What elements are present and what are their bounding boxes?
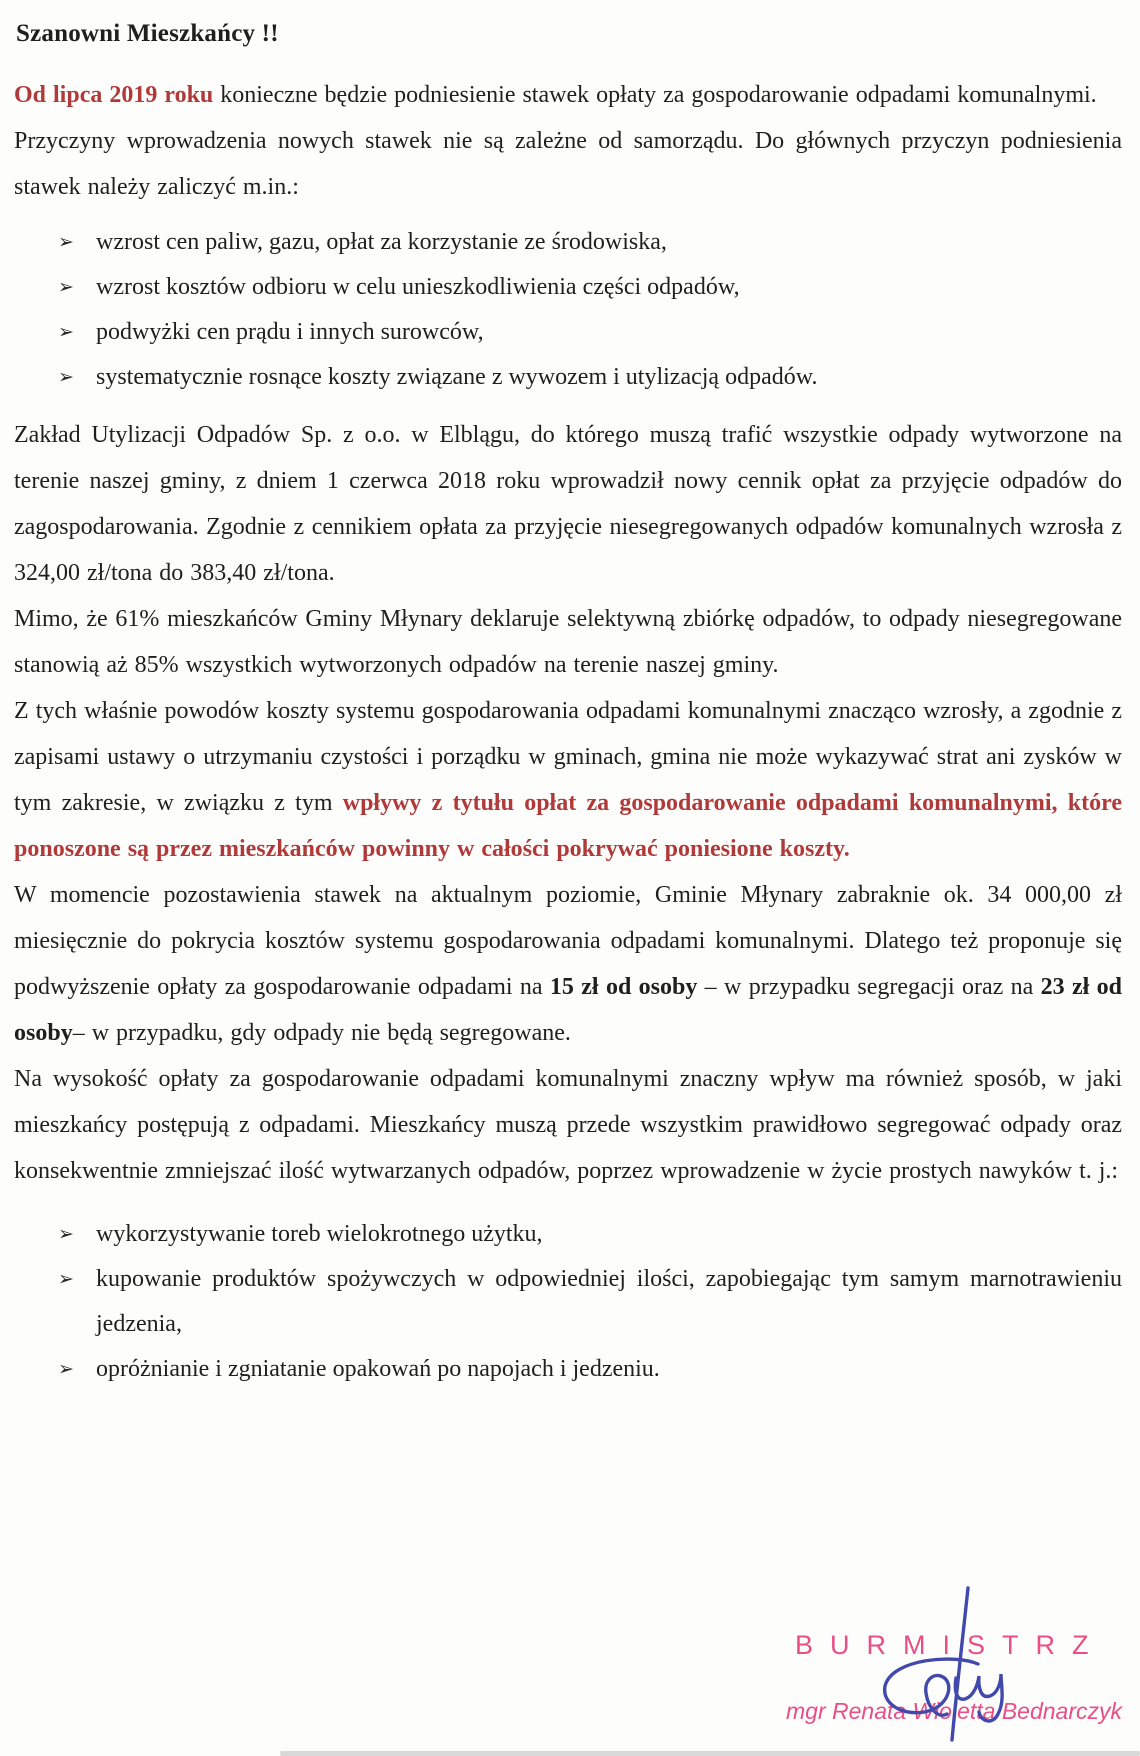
rate-segregated-bold-text: 15 zł od osoby	[549, 974, 698, 1000]
list-item	[58, 265, 1122, 310]
proposal-post-text: – w przypadku, gdy odpady nie będą segregowane.	[72, 1020, 571, 1046]
list-item-text: opróżnianie i zgniatanie opakowań po napojach i jedzeniu.	[96, 1356, 660, 1382]
list-item-text: kupowanie produktów spożywczych w odpowiedniej ilości, zapobiegając tym samym marnotrawieniu jedzenia,	[96, 1266, 1122, 1337]
paragraph-reasons-intro: Przyczyny wprowadzenia nowych stawek nie są zależne od samorządu. Do głównych przyczyn podniesienia stawek należy zaliczyć m.in.:	[14, 128, 1122, 200]
intro-rest-text: konieczne będzie podniesienie stawek opłaty za gospodarowanie odpadami komunalnymi.	[213, 82, 1097, 108]
scan-artifact-line	[280, 1751, 1140, 1756]
list-item	[58, 310, 1122, 355]
paragraph-proposal	[14, 872, 1122, 1056]
paragraph-costs	[14, 688, 1122, 872]
signature-name: mgr Renata Wioletta Bednarczyk	[786, 1698, 1122, 1724]
list-item	[58, 220, 1122, 265]
page-title: Szanowni Mieszkańcy !!	[16, 20, 279, 47]
signature-role: BURMISTRZ	[795, 1630, 1106, 1660]
handwritten-signature-icon	[860, 1578, 1030, 1753]
reasons-list	[14, 220, 1122, 400]
arrow-bullet-icon: ➢	[58, 366, 74, 388]
list-item-text: wzrost kosztów odbioru w celu unieszkodliwienia części odpadów,	[96, 274, 740, 300]
list-item	[58, 1347, 1122, 1392]
list-item	[58, 1212, 1122, 1257]
proposal-mid-text: – w przypadku segregacji oraz na	[697, 974, 1041, 1000]
list-item	[58, 355, 1122, 400]
paragraph-habits-intro: Na wysokość opłaty za gospodarowanie odpadami komunalnymi znaczny wpływ ma również sposób, w jaki mieszkańcy postępują z odpadami. Mieszkańcy muszą przede wszystkim prawidłowo segregować odpady oraz konsekwentnie zmniejszać ilość wytwarzanych odpadów, poprzez wprowadzenie w życie prostych nawyków t. j.:	[14, 1066, 1122, 1184]
intro-lead-red-text: Od lipca 2019 roku	[14, 82, 214, 108]
paragraph-stats: Mimo, że 61% mieszkańców Gminy Młynary deklaruje selektywną zbiórkę odpadów, to odpady niesegregowane stanowią aż 85% wszystkich wytworzonych odpadów na terenie naszej gminy.	[14, 606, 1122, 678]
arrow-bullet-icon: ➢	[58, 1268, 74, 1290]
rate-unsegregated-bold-text: 23 zł od osoby	[14, 974, 1123, 1046]
habits-list	[14, 1212, 1122, 1392]
list-item-text: wzrost cen paliw, gazu, opłat za korzystanie ze środowiska,	[96, 229, 667, 255]
list-item-text: systematycznie rosnące koszty związane z wywozem i utylizacją odpadów.	[96, 364, 818, 390]
paragraph-intro	[14, 72, 1122, 118]
arrow-bullet-icon: ➢	[58, 1223, 74, 1245]
arrow-bullet-icon: ➢	[58, 231, 74, 253]
costs-pre-text: Z tych właśnie powodów koszty systemu gospodarowania odpadami komunalnymi znacząco wzrosły, a zgodnie z zapisami ustawy o utrzymaniu czystości i porządku w gminach, gmina nie może wykazywać strat ani zysków w tym zakresie, w związku z tym	[14, 698, 1122, 816]
arrow-bullet-icon: ➢	[58, 276, 74, 298]
paragraph-zuo: Zakład Utylizacji Odpadów Sp. z o.o. w Elblągu, do którego muszą trafić wszystkie odpady wytworzone na terenie naszej gminy, z dniem 1 czerwca 2018 roku wprowadził nowy cennik opłat za przyjęcie odpadów do zagospodarowania. Zgodnie z cennikiem opłata za przyjęcie niesegregowanych odpadów komunalnych wzrosła z 324,00 zł/tona do 383,40 zł/tona.	[14, 422, 1122, 586]
list-item-text: wykorzystywanie toreb wielokrotnego użytku,	[96, 1221, 543, 1247]
arrow-bullet-icon: ➢	[58, 1358, 74, 1380]
proposal-pre-text: W momencie pozostawienia stawek na aktualnym poziomie, Gminie Młynary zabraknie ok. 34 000,00 zł miesięcznie do pokrycia kosztów systemu gospodarowania odpadami komunalnymi. Dlatego też proponuje się podwyższenie opłaty za gospodarowanie odpadami na	[14, 882, 1122, 1000]
list-item-text: podwyżki cen prądu i innych surowców,	[96, 319, 484, 345]
list-item	[58, 1257, 1122, 1347]
arrow-bullet-icon: ➢	[58, 321, 74, 343]
costs-red-text: wpływy z tytułu opłat za gospodarowanie odpadami komunalnymi, które ponoszone są przez mieszkańców powinny w całości pokrywać poniesione koszty.	[14, 790, 1122, 862]
